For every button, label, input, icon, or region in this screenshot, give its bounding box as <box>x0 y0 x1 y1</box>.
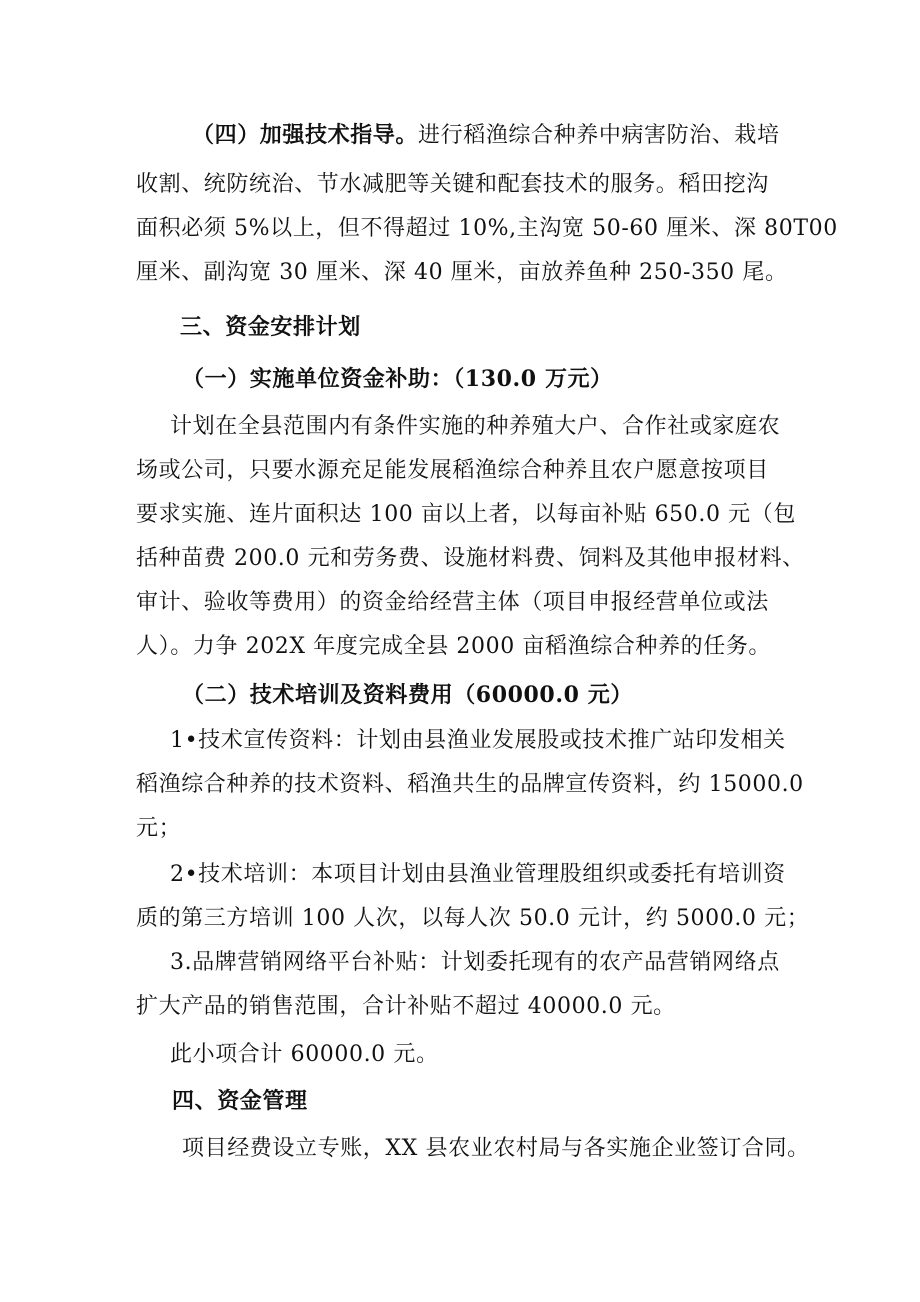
list-item-line: 3.品牌营销网络平台补贴：计划委托现有的农产品营销网络点 <box>170 950 780 975</box>
section-heading-four: 四、资金管理 <box>172 1088 308 1114</box>
list-item-line: 1•技术宣传资料：计划由县渔业发展股或技术推广站印发相关 <box>170 728 786 753</box>
paragraph-line: 审计、验收等费用）的资金给经营主体（项目申报经营单位或法 <box>136 590 769 615</box>
subsection-heading-one: （一）实施单位资金补助：（130.0 万元） <box>182 366 613 392</box>
paragraph-line: 厘米、副沟宽 30 厘米、深 40 厘米，亩放养鱼种 250-350 尾。 <box>136 260 788 285</box>
list-item-line: 质的第三方培训 100 人次，以每人次 50.0 元计，约 5000.0 元； <box>136 906 810 931</box>
paragraph-line: 要求实施、连片面积达 100 亩以上者，以每亩补贴 650.0 元（包 <box>136 502 796 527</box>
technical-guidance-lead: （四）加强技术指导。 <box>192 122 419 148</box>
list-item-line: 2•技术培训：本项目计划由县渔业管理股组织或委托有培训资 <box>170 862 786 887</box>
paragraph-line: 场或公司，只要水源充足能发展稻渔综合种养且农户愿意按项目 <box>136 458 769 483</box>
section-heading-three: 三、资金安排计划 <box>180 314 361 340</box>
paragraph-line: 括种苗费 200.0 元和劳务费、设施材料费、饲料及其他申报材料、 <box>136 546 805 571</box>
subsection-heading-two: （二）技术培训及资料费用（60000.0 元） <box>182 682 633 708</box>
paragraph-line: 计划在全县范围内有条件实施的种养殖大户、合作社或家庭农 <box>170 414 781 439</box>
paragraph-line <box>192 120 780 150</box>
list-item-line: 元； <box>136 816 182 841</box>
paragraph-line: 收割、统防统治、节水减肥等关键和配套技术的服务。稻田挖沟 <box>136 172 769 197</box>
paragraph-line: 面积必须 5%以上，但不得超过 10%,主沟宽 50-60 厘米、深 80T00 <box>136 216 838 241</box>
list-item-line: 扩大产品的销售范围，合计补贴不超过 40000.0 元。 <box>136 994 676 1019</box>
subtotal-line: 此小项合计 60000.0 元。 <box>170 1042 439 1067</box>
paragraph-line: 人）。力争 202X 年度完成全县 2000 亩稻渔综合种养的任务。 <box>136 634 772 659</box>
management-line: 项目经费设立专账，XX 县农业农村局与各实施企业签订合同。 <box>182 1136 810 1161</box>
list-item-line: 稻渔综合种养的技术资料、稻渔共生的品牌宣传资料，约 15000.0 <box>136 772 804 797</box>
technical-guidance-text: 进行稻渔综合种养中病害防治、栽培 <box>418 123 780 148</box>
